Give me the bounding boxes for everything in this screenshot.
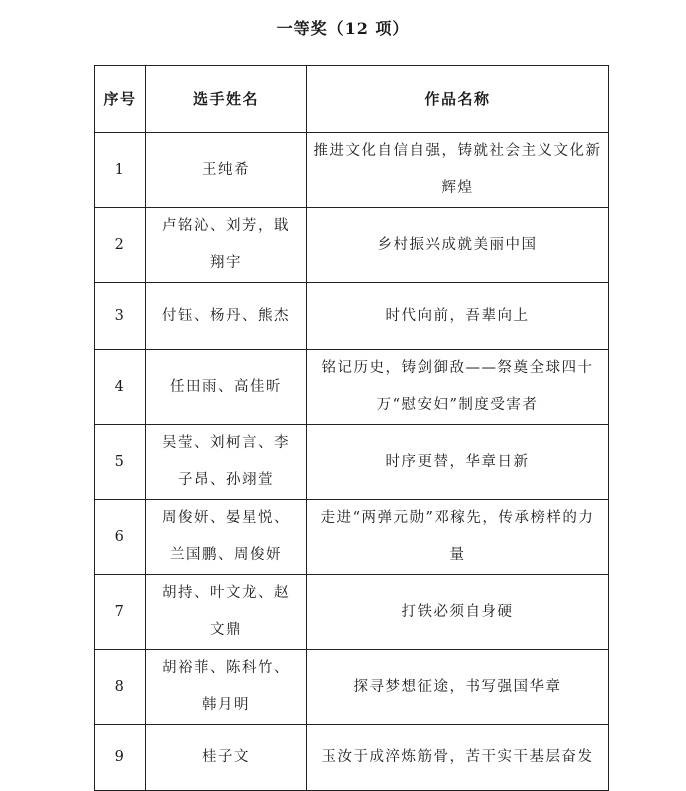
row-work: 推进文化自信自强，铸就社会主义文化新辉煌	[307, 133, 609, 208]
row-name: 付钰、杨丹、熊杰	[146, 283, 307, 350]
page-title: 一等奖（12 项）	[276, 19, 410, 38]
header-work: 作品名称	[307, 66, 609, 133]
row-name: 任田雨、高佳昕	[146, 350, 307, 425]
row-no: 5	[95, 425, 146, 500]
row-work: 打铁必须自身硬	[307, 575, 609, 650]
row-work: 时序更替，华章日新	[307, 425, 609, 500]
row-name: 卢铭沁、刘芳，戢翔宇	[146, 208, 307, 283]
row-name: 胡持、叶文龙、赵文鼎	[146, 575, 307, 650]
row-no: 2	[95, 208, 146, 283]
table-row	[95, 283, 609, 350]
table-row	[95, 500, 609, 575]
row-work: 铭记历史，铸剑御敌——祭奠全球四十万“慰安妇”制度受害者	[307, 350, 609, 425]
row-name: 桂子文	[146, 725, 307, 791]
table-row	[95, 650, 609, 725]
table-row	[95, 133, 609, 208]
row-no: 8	[95, 650, 146, 725]
table-row	[95, 425, 609, 500]
header-name: 选手姓名	[146, 66, 307, 133]
row-work: 乡村振兴成就美丽中国	[307, 208, 609, 283]
row-name: 周俊妍、晏星悦、兰国鹏、周俊妍	[146, 500, 307, 575]
table-row	[95, 575, 609, 650]
row-work: 探寻梦想征途，书写强国华章	[307, 650, 609, 725]
table-row	[95, 725, 609, 791]
row-no: 9	[95, 725, 146, 791]
row-work: 时代向前，吾辈向上	[307, 283, 609, 350]
table-row	[95, 208, 609, 283]
award-table	[94, 65, 609, 791]
row-no: 6	[95, 500, 146, 575]
header-no: 序号	[95, 66, 146, 133]
row-name: 王纯希	[146, 133, 307, 208]
row-name: 吴莹、刘柯言、李子昂、孙翊萱	[146, 425, 307, 500]
row-no: 7	[95, 575, 146, 650]
row-no: 4	[95, 350, 146, 425]
table-row	[95, 350, 609, 425]
row-work: 玉汝于成淬炼筋骨，苦干实干基层奋发	[307, 725, 609, 791]
row-no: 3	[95, 283, 146, 350]
row-no: 1	[95, 133, 146, 208]
table-header-row	[95, 66, 609, 133]
row-work: 走进“两弹元勋”邓稼先，传承榜样的力量	[307, 500, 609, 575]
row-name: 胡裕菲、陈科竹、韩月明	[146, 650, 307, 725]
